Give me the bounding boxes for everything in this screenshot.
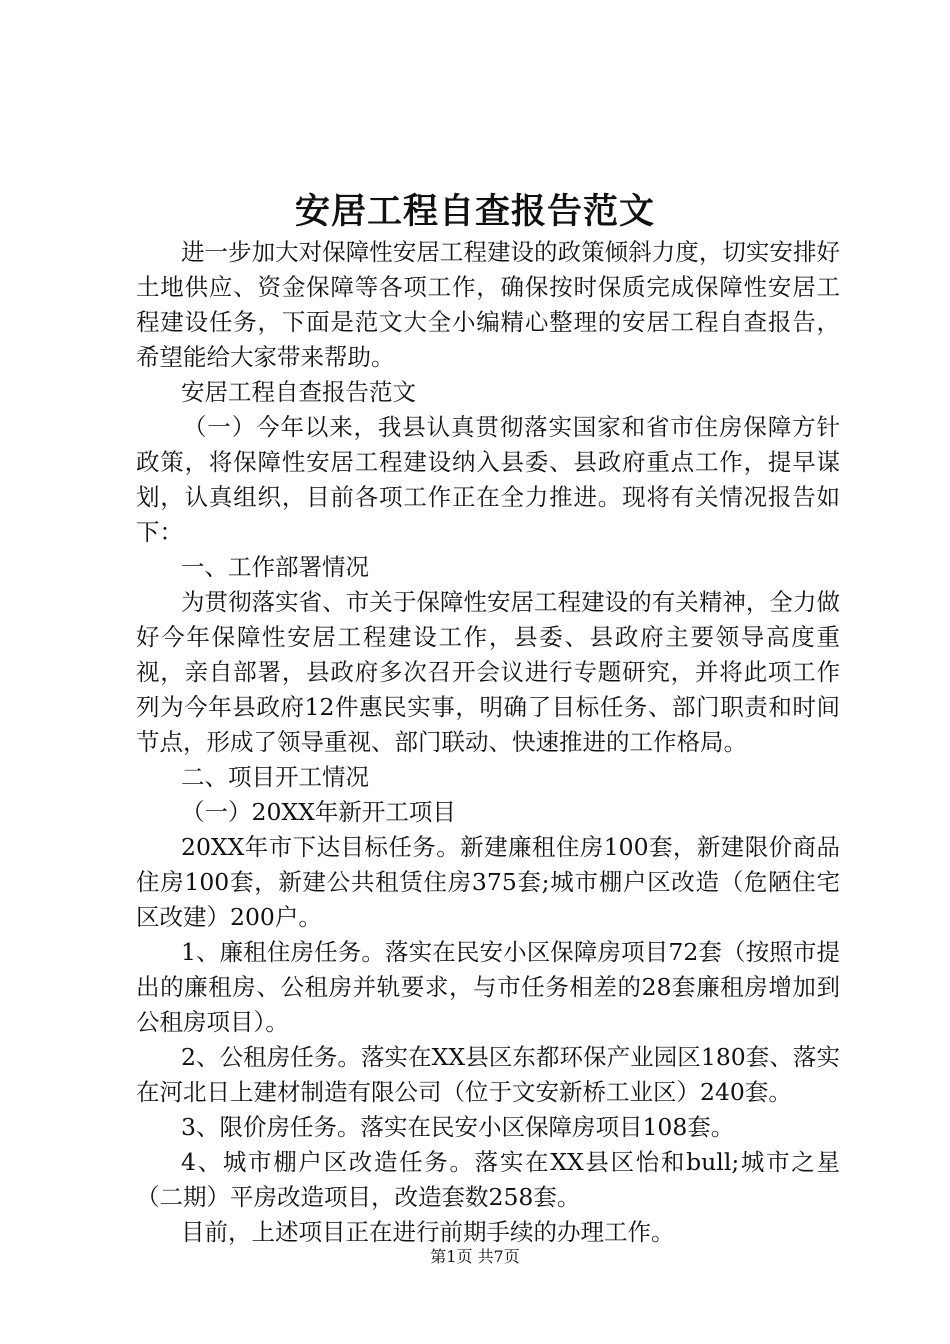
document-title: 安居工程自查报告范文 [294, 192, 655, 232]
paragraph-item-3: 3、限价房任务。落实在民安小区保障房项目108套。 [181, 1113, 735, 1141]
subsection-heading-new-projects: （一）20XX年新开工项目 [181, 798, 456, 826]
paragraph-item-4: 4、城市棚户区改造任务。落实在XX县区怡和bull;城市之星（二期）平房改造项目，改造套数258套。 [136, 1148, 840, 1211]
section-heading-projects: 二、项目开工情况 [181, 763, 369, 791]
paragraph-item-2: 2、公租房任务。落实在XX县区东都环保产业园区180套、落实在河北日上建材制造有限公司（位于文安新桥工业区）240套。 [136, 1043, 840, 1106]
paragraph-subtitle: 安居工程自查报告范文 [181, 378, 416, 406]
paragraph-status: 目前，上述项目正在进行前期手续的办理工作。 [181, 1218, 675, 1246]
section-heading-deployment: 一、工作部署情况 [181, 553, 369, 581]
page-footer: 第1页 共7页 [430, 1247, 520, 1266]
paragraph-deployment: 为贯彻落实省、市关于保障性安居工程建设的有关精神，全力做好今年保障性安居工程建设工作，县委、县政府主要领导高度重视，亲自部署，县政府多次召开会议进行专题研究，并将此项工作列为今年县政府12件惠民实事，明确了目标任务、部门职责和时间节点，形成了领导重视、部门联动、快速推进的工作格局。 [136, 588, 840, 756]
paragraph-intro: 进一步加大对保障性安居工程建设的政策倾斜力度，切实安排好土地供应、资金保障等各项工作，确保按时保质完成保障性安居工程建设任务，下面是范文大全小编精心整理的安居工程自查报告，希望能给大家带来帮助。 [136, 238, 840, 371]
paragraph-overview: （一）今年以来，我县认真贯彻落实国家和省市住房保障方针政策，将保障性安居工程建设纳入县委、县政府重点工作，提早谋划，认真组织，目前各项工作正在全力推进。现将有关情况报告如下： [136, 413, 840, 546]
paragraph-item-1: 1、廉租住房任务。落实在民安小区保障房项目72套（按照市提出的廉租房、公租房并轨要求，与市任务相差的28套廉租房增加到公租房项目）。 [136, 938, 840, 1036]
paragraph-targets: 20XX年市下达目标任务。新建廉租住房100套，新建限价商品住房100套，新建公共租赁住房375套;城市棚户区改造（危陋住宅区改建）200户。 [136, 833, 840, 931]
document-body [136, 235, 840, 1250]
